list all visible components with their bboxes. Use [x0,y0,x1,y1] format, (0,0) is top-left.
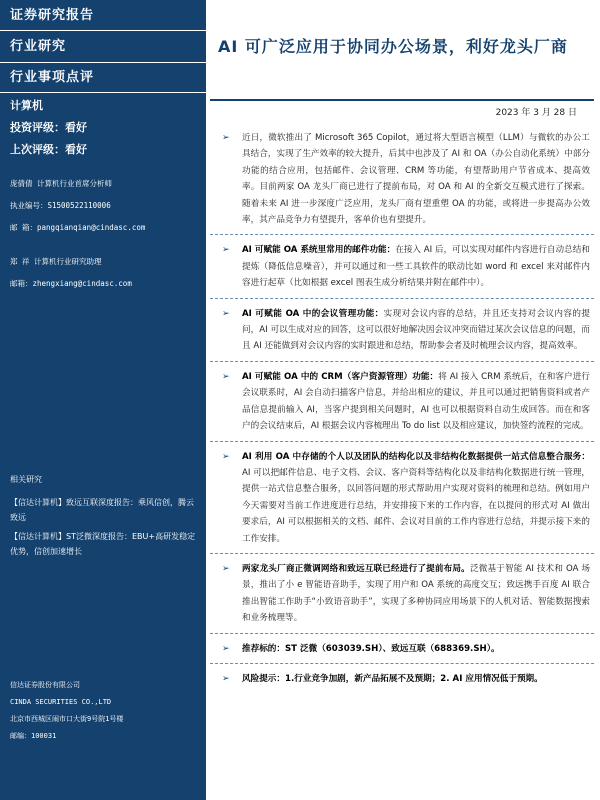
paragraph-intro [210,130,594,228]
arrow-right-icon: ➢ [222,563,230,574]
paragraph-body: 将 AI 接入 CRM 系统后，在和客户进行会议联系时，AI 会自动扫描客户信息，并给出相应的建议，并且可以通过把销售资料或者产品信息提前输入 AI，当客户提到相关问题时，AI 也可以根据资料自动生成回答。而在和客户的会议结束后，AI 根据会议内容梳理出 To do list 以及相应建议，加快签约流程的完成。 [242,371,590,432]
dashed-divider [210,553,594,554]
paragraph-lead: AI 可赋能 OA 中的 CRM（客户资源管理）功能： [242,371,439,382]
report-date: 2023 年 3 月 28 日 [495,108,577,118]
investment-rating: 投资评级：看好 [10,121,87,134]
report-title: AI 可广泛应用于协同办公场景，利好龙头厂商 [218,37,568,56]
main-content [206,0,600,800]
related-research-title: 相关研究 [10,475,42,484]
paragraph-email [210,242,594,291]
paragraph-lead: 风险提示：1.行业竞争加剧，新产品拓展不及预期；2. AI 应用情况低于预期。 [242,673,543,684]
dashed-divider [210,361,594,362]
paragraph-lead: AI 可赋能 OA 中的会议管理功能： [242,308,384,319]
arrow-right-icon: ➢ [222,371,230,382]
paragraph-lead: AI 可赋能 OA 系统里常用的邮件功能： [242,245,396,256]
paragraph-info-integration [210,449,594,547]
paragraph-lead: 推荐标的：ST 泛微（603039.SH）、致远互联（688369.SH）。 [242,643,500,654]
report-type-header: 证券研究报告 [0,0,206,31]
paragraph-body: AI 可以把邮件信息、电子文档、会议、客户资料等结构化以及非结构化数据进行统一管理，提供一站式信息整合服务，以回答问题的形式帮助用户实现对资料的梳理和总结。例如用户今天需要对当前工作进度进行总结，并安排接下来的工作内容，在以提问的形式对 AI 做出要求后，AI 可以根据相关的文档、邮件、会议对目前的工作内容进行总结，并提示接下来的工作安排。 [242,467,590,544]
paragraph-leaders [210,561,594,627]
paragraph-lead: AI 利用 OA 中存储的个人以及团队的结构化以及非结构化数据提供一站式信息整合服务： [242,451,590,462]
related-research-item[interactable]: 【信达计算机】ST泛微深度报告：EBU+高研发稳定优势，信创加速增长 [10,532,196,556]
arrow-right-icon: ➢ [222,245,230,256]
paragraph-lead: 两家龙头厂商正微调网络和致远互联已经进行了提前布局。 [242,563,470,574]
company-postcode: 邮编：100031 [10,732,57,740]
dashed-divider [210,441,594,442]
report-category-header: 行业研究 [0,31,206,63]
report-subcategory-header: 行业事项点评 [0,63,206,93]
related-research-item[interactable]: 【信达计算机】致远互联深度报告：乘风信创，腾云致远 [10,498,194,522]
paragraph-meeting [210,306,594,355]
title-divider [210,99,594,101]
analyst-1-cert: 执业编号：S1500522110006 [10,201,111,210]
company-footer [10,677,123,745]
paragraph-risk [210,671,594,687]
company-name-cn: 信达证券股份有限公司 [10,681,80,689]
analyst-1-name: 庞倩倩 计算机行业首席分析师 [10,179,113,188]
company-name-en: CINDA SECURITIES CO.,LTD [10,698,112,706]
paragraph-crm [210,369,594,435]
analyst-2-name: 郑 祥 计算机行业研究助理 [10,257,102,266]
report-body [210,130,594,687]
previous-rating: 上次评级：看好 [10,143,87,156]
analyst-1-email[interactable]: 邮 箱：pangqianqian@cindasc.com [10,223,146,232]
arrow-right-icon: ➢ [222,643,230,654]
paragraph-body: 在接入 AI 后，可以实现对邮件内容进行自动总结和提炼（降低信息噪音），并可以通过和一些工具软件的联动比如 word 和 excel 来对邮件内容进行起草（比如根据 excel 图表生成分析结果并附在邮件中）。 [242,245,590,289]
dashed-divider [210,663,594,664]
paragraph-body: 近日，微软推出了 Microsoft 365 Copilot，通过将大型语言模型（LLM）与微软的办公工具结合，实现了生产效率的较大提升，后其中也涉及了 AI 和 OA（办公自动化系统）中部分功能的结合应用，包括邮件、会议管理、CRM 等功能，有望帮助用户节省成本、提高效率。目前两家 OA 龙头厂商已进行了提前布局，对 OA 和 AI 的全新交互模式进行了探索。随着未来 AI 进一步深度广泛应用，龙头厂商有望重塑 OA 的功能，或将进一步提高办公效率，其产品竞争力有望提升，客单价也有望提升。 [242,133,590,226]
arrow-right-icon: ➢ [222,451,230,462]
paragraph-body: 实现对会议内容的总结，并且还支持对会议内容的提问，AI 可以生成对应的回答，这可以很好地解决因会议冲突而错过某次会议信息的问题，而且 AI 还能做到对会议内容的实时跟进和总结，帮助参会者及时梳理会议内容，提高效率。 [242,308,590,352]
dashed-divider [210,633,594,634]
dashed-divider [210,234,594,235]
sidebar [0,0,206,800]
arrow-right-icon: ➢ [222,308,230,319]
paragraph-recommendation [210,641,594,657]
arrow-right-icon: ➢ [222,133,230,143]
analyst-2-email[interactable]: 邮箱：zhengxiang@cindasc.com [10,279,132,288]
arrow-right-icon: ➢ [222,673,230,684]
dashed-divider [210,298,594,299]
company-address: 北京市西城区闹市口大街9号院1号楼 [10,715,124,723]
related-research-list [10,495,200,563]
sector-label: 计算机 [10,99,43,112]
paragraph-body: 泛微基于智能 AI 技术和 OA 场景，推出了小 e 智能语音助手，实现了用户和 OA 系统的高度交互；致远携手百度 AI 联合推出智能工作助手“小致语音助手”，实现了多种协同应用场景下的人机对话、智能数据搜索和业务梳理等。 [242,563,590,624]
